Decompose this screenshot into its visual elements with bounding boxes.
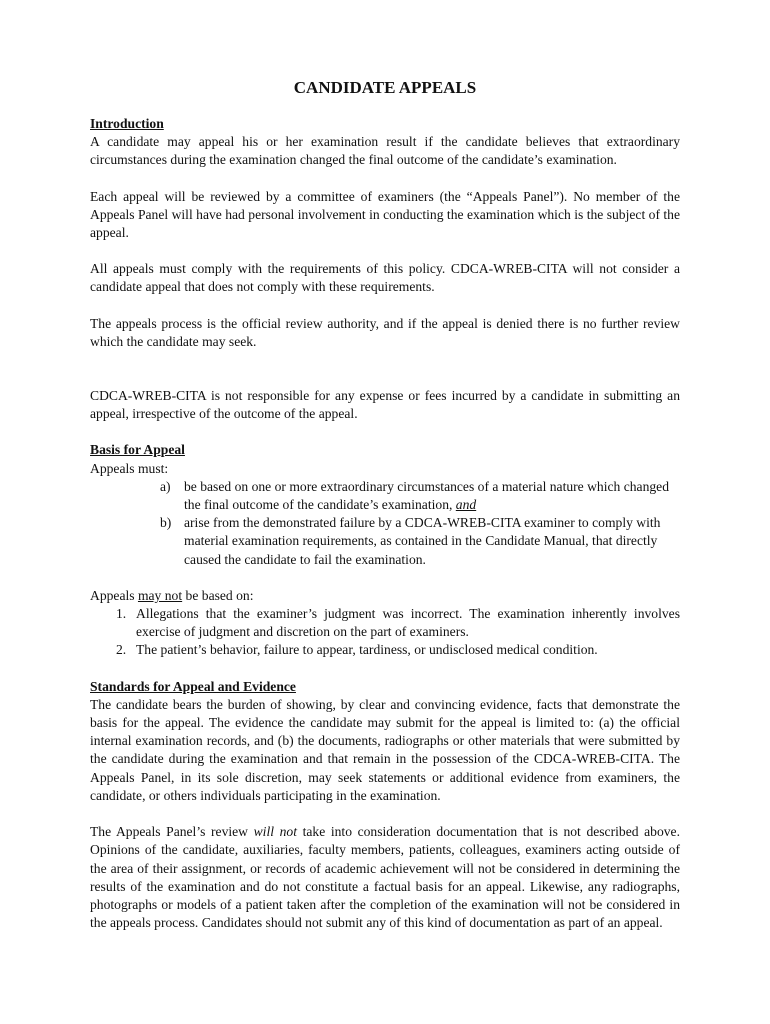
basis-exclusions-intro — [90, 587, 680, 605]
list-marker: a) — [160, 478, 171, 494]
standards-p2-suffix: take into consideration documentation that is not described above. Opinions of the candidate, auxiliaries, faculty members, patients, colleagues, examiners acting outside of the area of their assignment, or records of academic achievement will not be considered in determining the results of the examination and do not constitute a factual basis for an appeal. Likewise, any radiographs, photographs or models of a patient taken after the completion of the examination will not be considered in the appeals process. Candidates should not submit any of this kind of documentation as part of an appeal. — [90, 824, 680, 931]
introduction-paragraph-3: All appeals must comply with the requirements of this policy. CDCA-WREB-CITA will not consider a candidate appeal that does not comply with these requirements. — [90, 261, 680, 295]
standards-paragraph-2 — [90, 823, 680, 932]
introduction-paragraph-4: The appeals process is the official review authority, and if the appeal is denied there is no further review which the candidate may seek. — [90, 315, 680, 349]
list-item-text: Allegations that the examiner’s judgment was incorrect. The examination inherently involves exercise of judgment and discretion on the part of examiners. — [136, 606, 680, 640]
page-title: CANDIDATE APPEALS — [293, 78, 477, 97]
list-item-emphasis: and — [455, 497, 477, 513]
list-item — [160, 478, 680, 514]
document-page — [90, 78, 680, 932]
standards-paragraph-1: The candidate bears the burden of showing, by clear and convincing evidence, facts that demonstrate the basis for the appeal. The evidence the candidate may submit for the appeal is limited to: (a) the official internal examination records, and (b) the documents, radiographs or other materials that were submitted by the candidate during the examination and that remain in the possession of the CDCA-WREB-CITA. The Appeals Panel, in its sole discretion, may seek statements or additional evidence from examiners, the candidate, or others individuals participating in the examination. — [90, 696, 680, 803]
standards-heading: Standards for Appeal and Evidence — [90, 678, 296, 694]
list-item-text: The patient’s behavior, failure to appear, tardiness, or undisclosed medical condition. — [136, 642, 598, 658]
list-item — [160, 514, 680, 569]
standards-p2-emphasis: will not — [253, 824, 297, 840]
list-marker: b) — [160, 515, 172, 531]
list-item — [116, 641, 680, 659]
exclusions-emphasis: may not — [137, 587, 183, 603]
introduction-paragraph-5: CDCA-WREB-CITA is not responsible for any expense or fees incurred by a candidate in submitting an appeal, irrespective of the outcome of the appeal. — [90, 388, 680, 422]
basis-exclusions-list — [90, 605, 680, 660]
list-item-text: arise from the demonstrated failure by a CDCA-WREB-CITA examiner to comply with material examination requirements, as contained in the Candidate Manual, that directly caused the candidate to fail the examination. — [184, 515, 661, 567]
list-item — [116, 605, 680, 641]
introduction-paragraph-1: A candidate may appeal his or her examination result if the candidate believes that extraordinary circumstances during the examination changed the final outcome of the candidate’s examination. — [90, 134, 680, 168]
introduction-heading: Introduction — [90, 116, 164, 131]
basis-intro: Appeals must: — [90, 460, 169, 476]
list-item-text: be based on one or more extraordinary circumstances of a material nature which changed the final outcome of the candidate’s examination, — [184, 478, 670, 513]
standards-p2-prefix: The Appeals Panel’s review — [90, 824, 248, 840]
exclusions-suffix: be based on: — [185, 587, 254, 603]
basis-heading: Basis for Appeal — [90, 442, 185, 458]
introduction-paragraph-2: Each appeal will be reviewed by a committee of examiners (the “Appeals Panel”). No member of the Appeals Panel will have had personal involvement in conducting the examination which is the subject of the appeal. — [90, 188, 680, 241]
basis-requirements-list — [90, 478, 680, 569]
exclusions-prefix: Appeals — [90, 587, 135, 603]
list-marker: 2. — [116, 642, 127, 658]
list-marker: 1. — [116, 606, 127, 622]
